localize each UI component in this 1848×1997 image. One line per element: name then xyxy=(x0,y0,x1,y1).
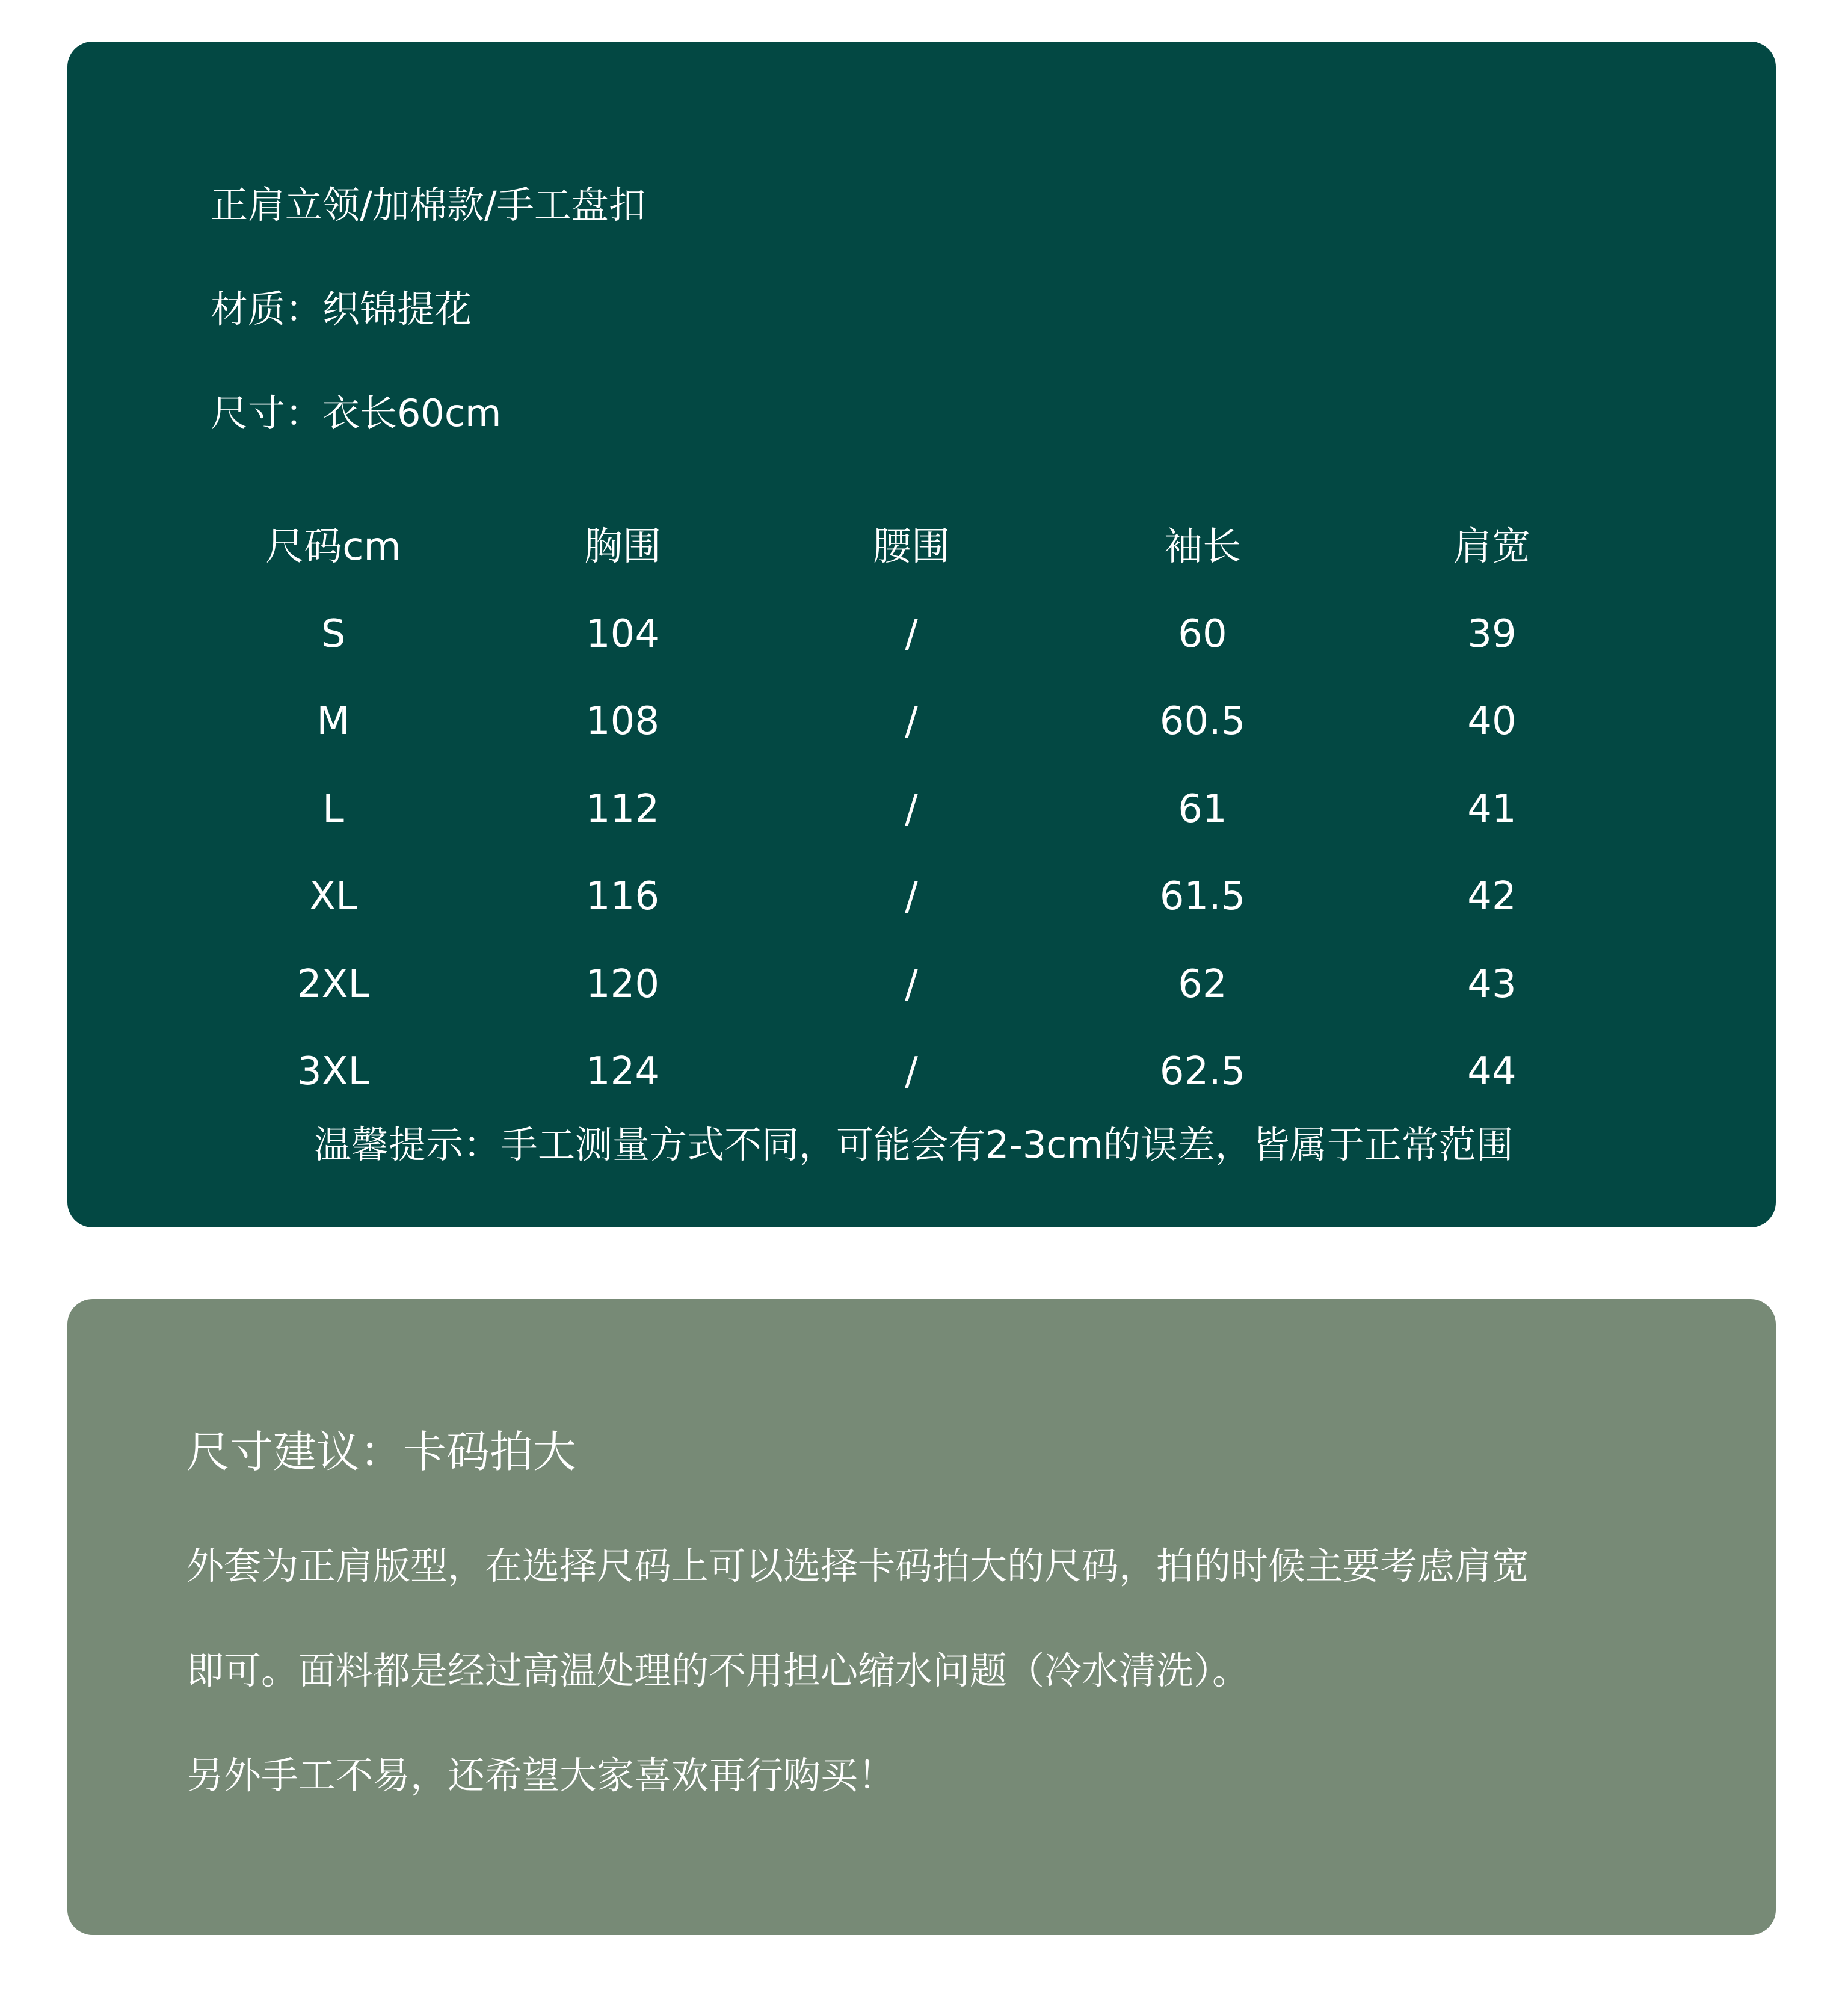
table-cell-sleeve: 62 xyxy=(1178,962,1227,1007)
table-cell-shoulder: 41 xyxy=(1467,787,1517,832)
table-cell-shoulder: 44 xyxy=(1467,1049,1517,1094)
table-cell-chest: 124 xyxy=(585,1049,660,1094)
table-cell-chest: 104 xyxy=(585,612,660,656)
size-spec-card xyxy=(67,42,1776,1227)
table-cell-waist: / xyxy=(905,962,918,1007)
product-features: 正肩立领/加棉款/手工盘扣 xyxy=(211,183,646,227)
table-cell-waist: / xyxy=(905,874,918,919)
table-cell-sleeve: 61.5 xyxy=(1159,874,1246,919)
table-cell-sleeve: 60.5 xyxy=(1159,699,1246,744)
table-header-waist: 腰围 xyxy=(873,525,950,569)
table-cell-chest: 112 xyxy=(585,787,660,832)
material-line: 材质：织锦提花 xyxy=(211,287,472,331)
table-cell-size: L xyxy=(322,787,344,832)
table-cell-chest: 108 xyxy=(585,699,660,744)
table-cell-size: 2XL xyxy=(297,962,370,1007)
table-cell-shoulder: 40 xyxy=(1467,699,1517,744)
table-cell-chest: 116 xyxy=(585,874,660,919)
table-header-size: 尺码cm xyxy=(265,525,401,569)
table-cell-size: XL xyxy=(309,874,357,919)
table-cell-sleeve: 62.5 xyxy=(1159,1049,1246,1094)
advice-line-1: 外套为正肩版型，在选择尺码上可以选择卡码拍大的尺码，拍的时候主要考虑肩宽 xyxy=(186,1544,1530,1588)
advice-title: 尺寸建议：卡码拍大 xyxy=(186,1427,577,1477)
length-line: 尺寸：衣长60cm xyxy=(211,391,502,435)
table-cell-waist: / xyxy=(905,1049,918,1094)
table-cell-sleeve: 61 xyxy=(1178,787,1227,832)
table-cell-size: 3XL xyxy=(297,1049,370,1094)
table-cell-shoulder: 39 xyxy=(1467,612,1517,656)
table-cell-size: S xyxy=(321,612,346,656)
table-header-chest: 胸围 xyxy=(584,525,661,569)
table-cell-size: M xyxy=(316,699,350,744)
table-cell-sleeve: 60 xyxy=(1178,612,1227,656)
size-advice-card xyxy=(67,1299,1776,1935)
table-cell-waist: / xyxy=(905,699,918,744)
table-cell-waist: / xyxy=(905,612,918,656)
measurement-note: 温馨提示：手工测量方式不同，可能会有2-3cm的误差，皆属于正常范围 xyxy=(314,1123,1514,1167)
advice-line-3: 另外手工不易，还希望大家喜欢再行购买！ xyxy=(186,1753,896,1797)
table-cell-shoulder: 42 xyxy=(1467,874,1517,919)
table-cell-chest: 120 xyxy=(585,962,660,1007)
table-header-sleeve: 袖长 xyxy=(1164,525,1241,569)
table-header-shoulder: 肩宽 xyxy=(1453,525,1530,569)
advice-line-2: 即可。面料都是经过高温处理的不用担心缩水问题（冷水清洗）。 xyxy=(186,1649,1250,1693)
table-cell-shoulder: 43 xyxy=(1467,962,1517,1007)
table-cell-waist: / xyxy=(905,787,918,832)
size-table xyxy=(67,42,1776,1227)
